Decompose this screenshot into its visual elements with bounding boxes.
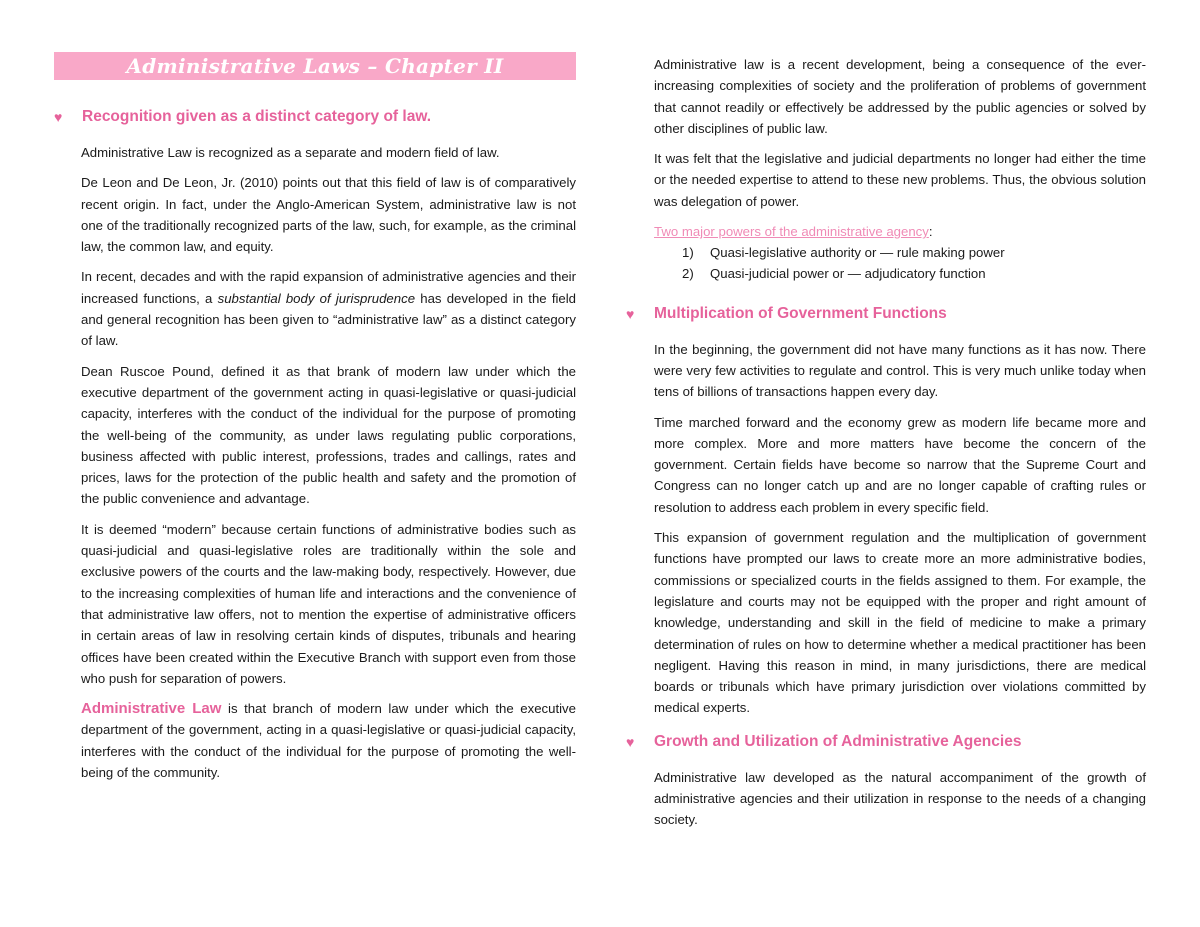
paragraph: It was felt that the legislative and judicial departments no longer had either the time or the needed expertise to attend to these new problems. Thus, the obvious solution was delegation of power. (654, 151, 1146, 209)
heart-icon: ♥ (626, 305, 635, 322)
heart-icon: ♥ (54, 109, 63, 125)
paragraph-text: In recent, decades and with the rapid expansion of administrative agencies and their increased functions, a (81, 269, 576, 306)
section-heading-text: Growth and Utilization of Administrative Agencies (654, 732, 1022, 750)
powers-link[interactable]: Two major powers of the administrative agency (654, 224, 929, 240)
list-number: 1) (682, 245, 694, 261)
left-column (54, 52, 576, 792)
chapter-title-bar (54, 52, 576, 80)
paragraph: It is deemed “modern” because certain functions of administrative bodies such as quasi-judicial and quasi-legislative roles are traditionally within the sole and exclusive powers of the courts and the law-making body, respectively. However, due to the increasing complexities of human life and interactions and the convenience of that administrative law offers, not to mention the expertise of administrative officers in certain areas of law in resolving certain kinds of disputes, tribunals and hearing offices have been created within the Executive Branch with support even from those who push for separation of powers. (81, 521, 576, 686)
inline-term: Administrative Law (81, 700, 222, 718)
paragraph (81, 266, 576, 351)
list-number: 2) (682, 266, 694, 282)
section-heading-multiplication (626, 303, 1146, 325)
powers-label-line (654, 221, 1146, 242)
list-text: Quasi-legislative authority or — rule making power (710, 245, 1005, 261)
paragraph: Administrative Law is recognized as a separate and modern field of law. (81, 145, 500, 160)
right-column (626, 54, 1146, 840)
paragraph: This expansion of government regulation and the multiplication of government functions have prompted our laws to create more an more administrative bodies, commissions or specialized courts in the fields assigned to them. For example, the legislature and courts may not be equipped with the proper and right amount of knowledge, understanding and skill in the field of medicine to make a primary determination of rules on how to determine whether a medical practitioner has been negligent. Having this reason in mind, in many jurisdictions, there are medical boards or tribunals which have primary jurisdiction over violations committed by medical experts. (654, 530, 1146, 716)
section-heading-growth (626, 731, 1146, 753)
paragraph: Administrative law developed as the natural accompaniment of the growth of administrative agencies and their utilization in response to the needs of a changing society. (654, 769, 1146, 828)
paragraph-text: is that branch of modern law under which the executive department of the government, acting in a quasi-legislative or quasi-judicial capacity, interferes with the conduct of the individual for the purpose of promoting the well-being of the community. (81, 701, 576, 781)
paragraph: Dean Ruscoe Pound, defined it as that brank of modern law under which the executive department of the government acting in quasi-legislative or quasi-judicial capacity, interferes with the conduct of the individual for the purpose of promoting the well-being of the community, as under laws regulating public corporations, business affected with public interest, professions, trades and callings, rates and prices, laws for the protection of the public health and safety and the promotion of the public convenience and advantage. (81, 363, 576, 507)
list-text: Quasi-judicial power or — adjudicatory function (710, 266, 986, 282)
section-heading-recognition (54, 106, 576, 128)
paragraph (81, 698, 576, 783)
heart-icon: ♥ (626, 733, 635, 750)
powers-list (654, 242, 1146, 285)
section-heading-text: Recognition given as a distinct category of law. (82, 108, 432, 125)
paragraph: Time marched forward and the economy grew as modern life became more and more complex. More and more matters have become the concern of the government. Certain fields have become so narrow that the Supreme Court and Congress can no longer catch up and are no longer capable of crafting rules or resolution to address each problem in every specific field. (654, 414, 1146, 515)
paragraph: Administrative law is a recent development, being a consequence of the ever-increasing complexities of society and the proliferation of problems of government that cannot readily or effectively be addressed by the public agencies or solved by other disciplines of public law. (654, 57, 1146, 136)
powers-colon: : (928, 224, 933, 240)
paragraph: De Leon and De Leon, Jr. (2010) points out that this field of law is of comparatively recent origin. In fact, under the Anglo-American System, administrative law is not one of the traditionally recognized parts of the law, such, for example, as the criminal law, the common law, and equity. (81, 175, 576, 255)
list-item (682, 263, 1146, 284)
chapter-title: Administrative Laws – Chapter II (126, 54, 504, 78)
emphasis-text: substantial body of jurisprudence (217, 290, 416, 306)
paragraph: In the beginning, the government did not have many functions as it has now. There were very few activities to regulate and control. This is very much unlike today when tens of billions of transactions happen every day. (654, 341, 1146, 400)
paragraph-text: has developed in the field and general recognition has been given to “administrative law” as a distinct category of law. (81, 290, 577, 349)
section-heading-text: Multiplication of Government Functions (654, 304, 947, 322)
list-item (682, 242, 1146, 263)
